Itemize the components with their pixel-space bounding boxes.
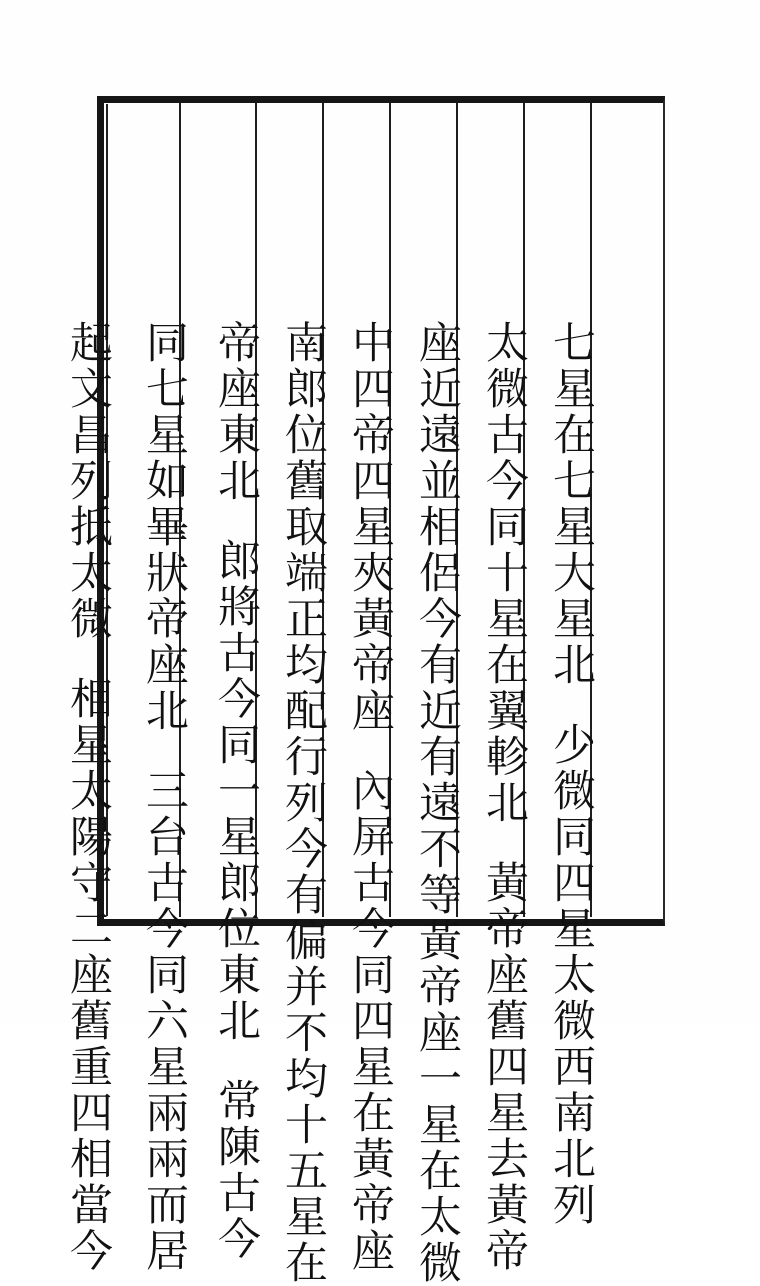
text-column-4 <box>345 108 454 1274</box>
text-segment: 七星在七星大星北 <box>546 320 596 688</box>
text-segment: 少微同四星太微西南北列 <box>546 722 596 1228</box>
text-segment: 郎將古今同一星郎位東北 <box>211 538 261 1044</box>
text-segment: 黃帝座舊四星去黃帝 <box>479 860 529 1274</box>
text-segment: 帝座東北 <box>211 320 261 504</box>
text-segment: 座近遠並相侶今有近有遠不等黃帝座一星在太微 <box>412 320 462 1286</box>
text-segment: 三台古今同六星兩兩而居 <box>139 768 189 1274</box>
text-segment: 內屏古今同四星在黃帝座 <box>345 768 395 1274</box>
text-column-6 <box>211 108 320 1262</box>
text-segment: 同七星如畢狀帝座北 <box>139 320 189 734</box>
text-segment: 太微古今同十星在翼軫北 <box>479 320 529 826</box>
text-segment: 南郎位舊取端正均配行列今有偏并不均十五星在 <box>278 320 328 1286</box>
text-segment: 相星太陽守二座舊重四相當今 <box>63 676 113 1274</box>
text-segment: 中四帝四星夾黃帝座 <box>345 320 395 734</box>
text-segment: 起文昌列抵太微 <box>63 320 113 642</box>
text-column-1 <box>546 108 655 1228</box>
text-segment: 常陳古今 <box>211 1078 261 1262</box>
